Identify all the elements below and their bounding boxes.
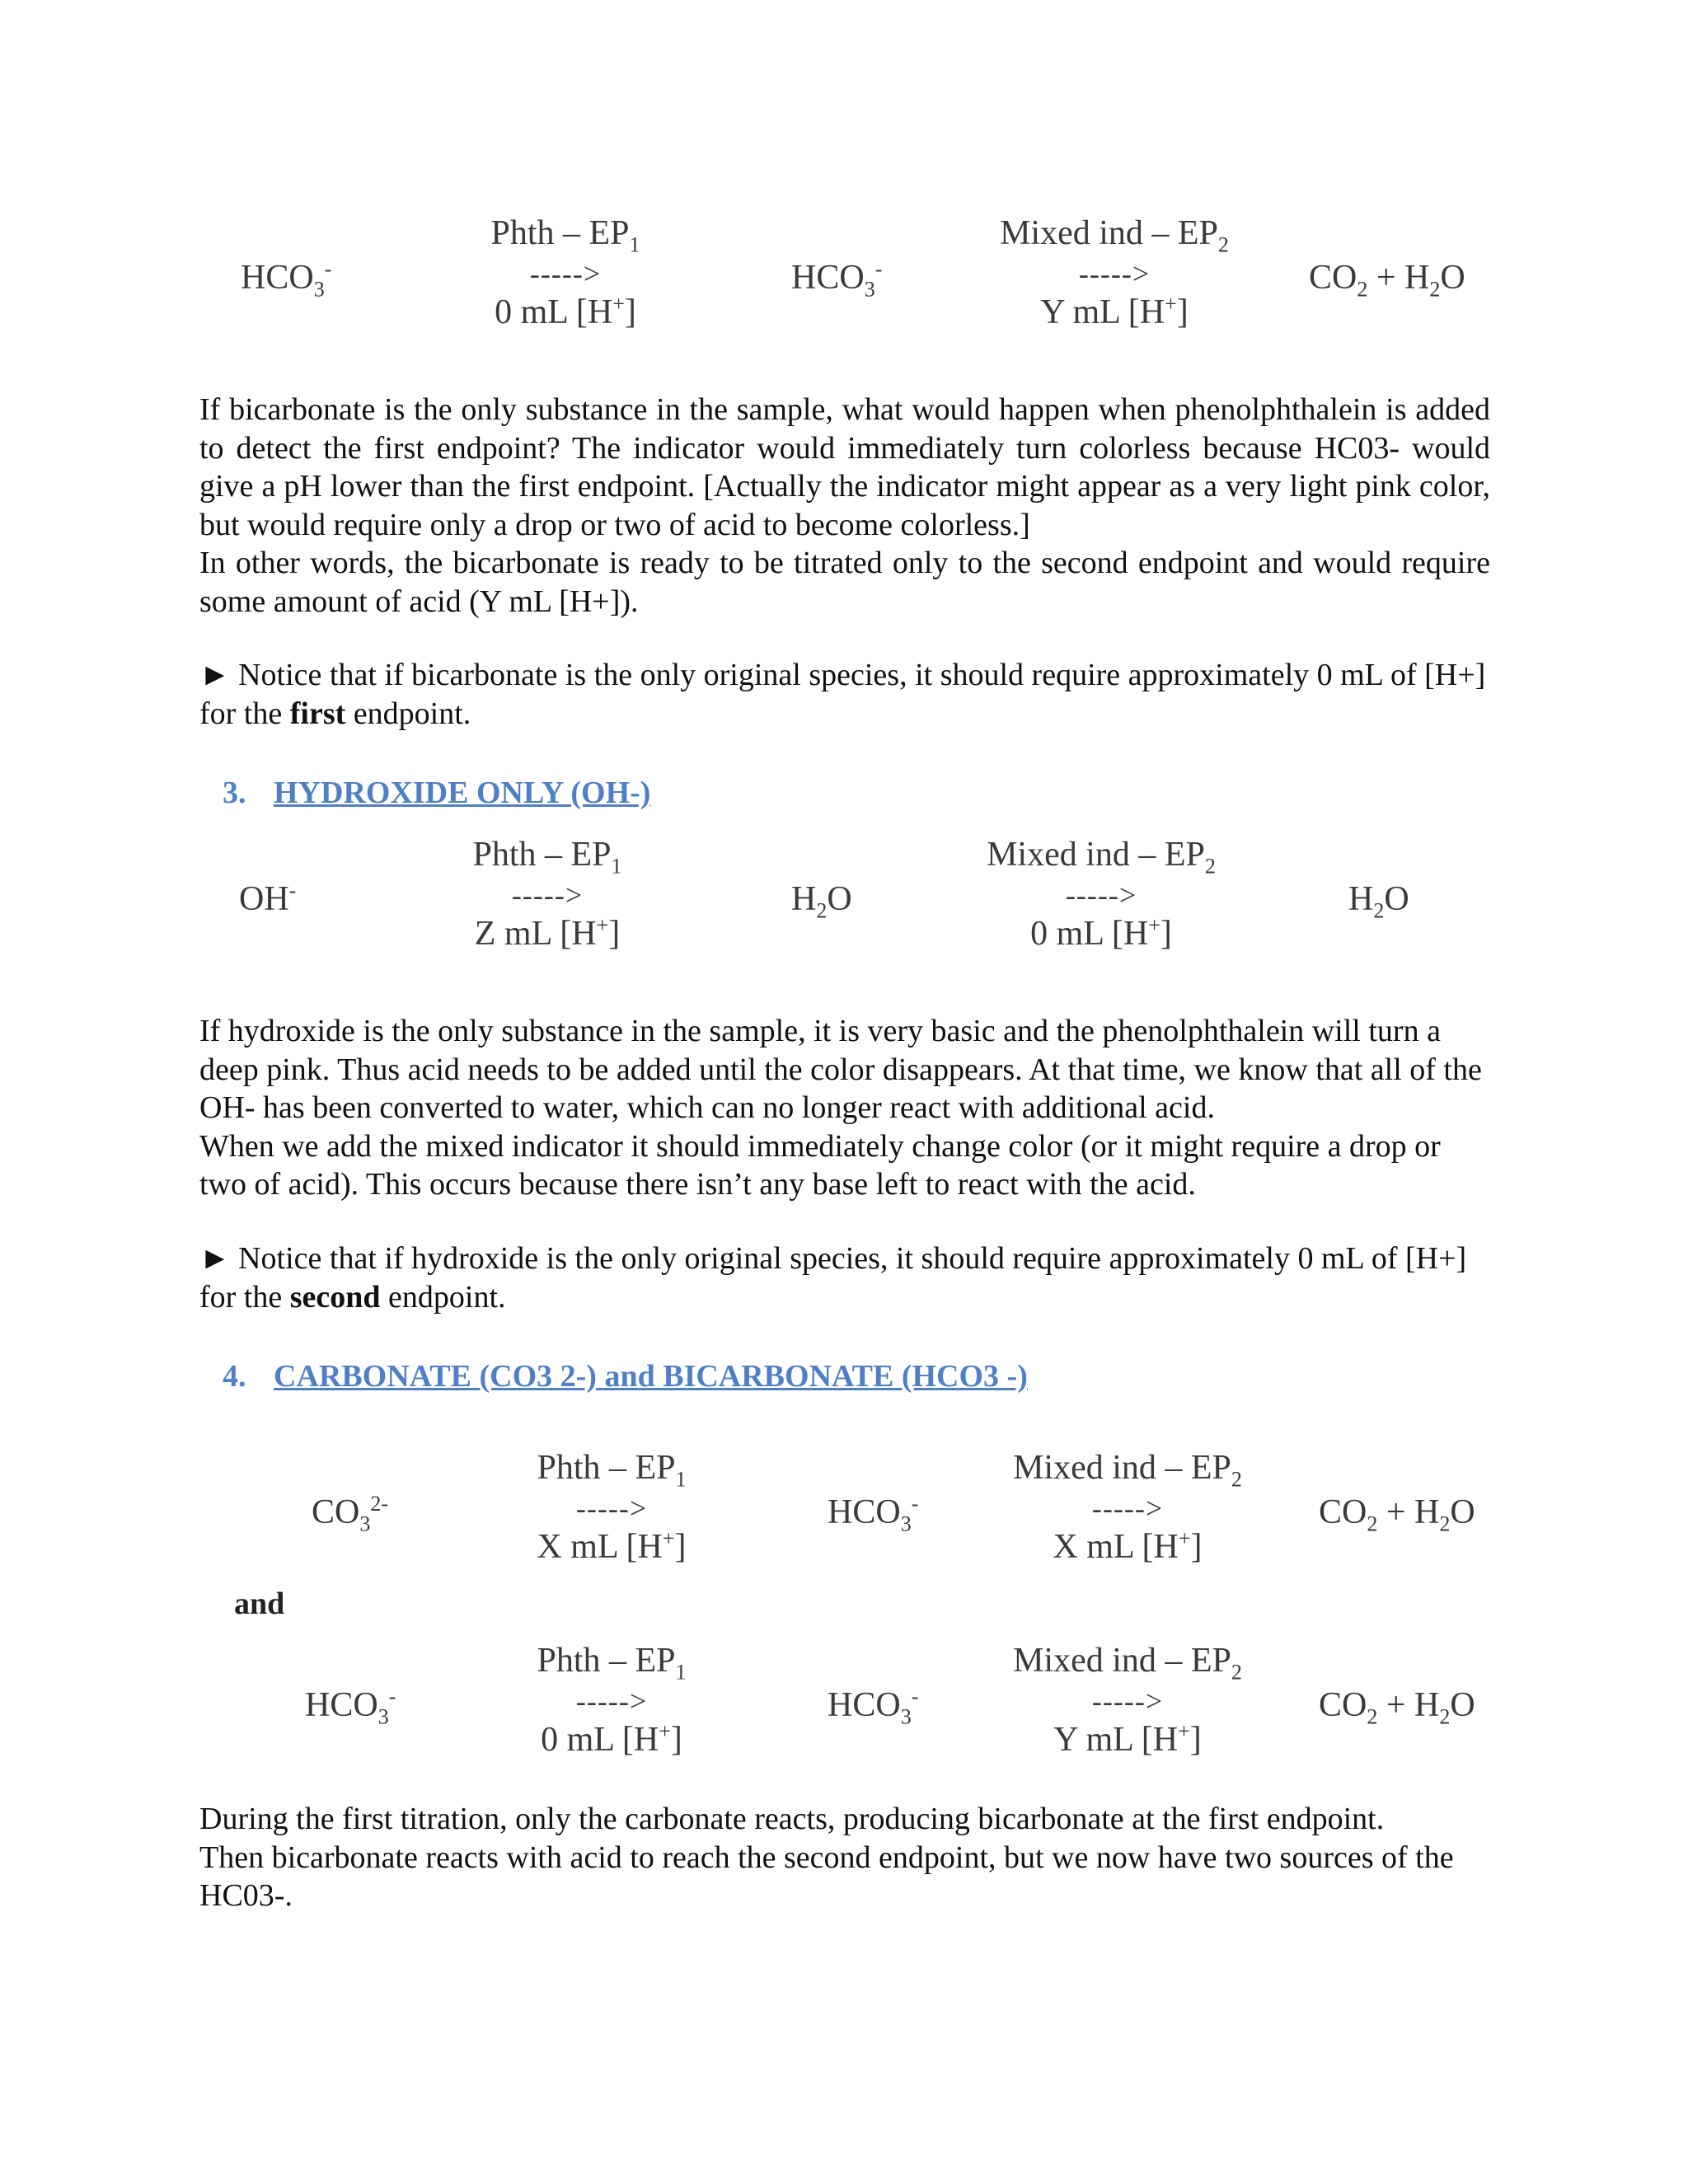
heading-number: 4.	[223, 1359, 246, 1394]
reaction-arrow: ----->	[529, 257, 602, 290]
scheme-intermediate: $HCO_3^-$	[791, 257, 883, 302]
ep2-label: Mixed ind – $EP_2$	[987, 836, 1216, 879]
ep1-label: Phth – $EP_1$	[537, 1449, 687, 1492]
hydroxide-explanation: If hydroxide is the only substance in the sample, it is very basic and the phenolphthalein will turn a deep pink. Thus acid needs to be added until the color disappears. At that time, we know that all of the OH- has been converted to water, which can no longer react with additional acid.	[199, 1014, 1482, 1125]
notice-emphasis: first	[289, 696, 346, 731]
scheme-reactant: $CO_3^{2-}$	[312, 1492, 389, 1536]
and-label: and	[234, 1586, 285, 1621]
notice-emphasis: second	[289, 1279, 381, 1315]
scheme-product: $CO_2 + H_2O$	[1309, 259, 1465, 302]
scheme-reactant: $HCO_3^-$	[241, 257, 332, 302]
heading-title: HYDROXIDE ONLY (OH-)	[274, 776, 651, 810]
reaction-arrow: ----->	[575, 1492, 648, 1525]
ep1-label: Phth – $EP_1$	[490, 214, 640, 257]
paragraph-bicarbonate	[199, 391, 1490, 621]
scheme-step-ep1	[471, 1643, 752, 1757]
notice-text: ► Notice that if bicarbonate is the only original species, it should require approximately 0 mL of [H+] for the	[199, 658, 1486, 731]
reaction-arrow: ----->	[511, 879, 584, 912]
scheme-step-ep2	[974, 216, 1254, 330]
reaction-arrow: ----->	[575, 1685, 648, 1718]
ep1-label: Phth – $EP_1$	[472, 836, 622, 879]
ep1-label: Phth – $EP_1$	[537, 1642, 687, 1685]
ep2-volume: X mL [H+]	[1053, 1526, 1203, 1566]
scheme-product: $H_2O$	[1348, 880, 1409, 923]
notice-text-end: endpoint.	[380, 1279, 506, 1315]
scheme-product: $CO_2 + H_2O$	[1319, 1493, 1475, 1536]
scheme-intermediate: $H_2O$	[791, 880, 852, 923]
scheme-step-ep1	[425, 216, 706, 330]
notice-bicarbonate	[199, 656, 1490, 733]
notice-text-end: endpoint.	[345, 696, 471, 731]
scheme-intermediate: $HCO_3^-$	[828, 1492, 919, 1536]
reaction-arrow: ----->	[1091, 1685, 1164, 1718]
paragraph-carbonate-bicarbonate	[199, 1800, 1490, 1915]
scheme-step-ep1	[407, 837, 687, 951]
first-titration-text: During the first titration, only the carbonate reacts, producing bicarbonate at the first endpoint.	[199, 1802, 1385, 1836]
ep2-volume: Y mL [H+]	[1053, 1719, 1202, 1759]
heading-number: 3.	[223, 776, 246, 810]
scheme-step-ep2	[987, 1451, 1268, 1564]
second-titration-text: Then bicarbonate reacts with acid to reach the second endpoint, but we now have two sources of the HC03-.	[199, 1840, 1454, 1913]
scheme-step-ep1	[471, 1451, 752, 1564]
ep2-label: Mixed ind – $EP_2$	[1013, 1642, 1242, 1685]
scheme-step-ep2	[961, 837, 1241, 951]
ep2-label: Mixed ind – $EP_2$	[1000, 214, 1229, 257]
scheme-reactant: OH-	[239, 879, 297, 918]
notice-text: ► Notice that if hydroxide is the only original species, it should require approximately 0 mL of [H+] for the	[199, 1241, 1467, 1315]
ep1-volume: X mL [H+]	[537, 1526, 687, 1566]
reaction-arrow: ----->	[1065, 879, 1137, 912]
ep1-volume: Z mL [H+]	[474, 913, 621, 953]
paragraph-hydroxide	[199, 1012, 1490, 1204]
hydroxide-mixed-indicator: When we add the mixed indicator it should immediately change color (or it might require a drop or two of acid). This occurs because there isn’t any base left to react with the acid.	[199, 1128, 1441, 1202]
scheme-step-ep2	[987, 1643, 1268, 1757]
scheme-reactant: $HCO_3^-$	[305, 1685, 396, 1729]
reaction-arrow: ----->	[1091, 1492, 1164, 1525]
section-heading-hydroxide	[223, 775, 650, 811]
section-heading-carbonate-bicarbonate	[223, 1358, 1028, 1394]
heading-title: CARBONATE (CO3 2-) and BICARBONATE (HCO3 -)	[274, 1359, 1028, 1394]
ep2-label: Mixed ind – $EP_2$	[1013, 1449, 1242, 1492]
ep2-volume: 0 mL [H+]	[1030, 913, 1172, 953]
reaction-arrow: ----->	[1078, 257, 1151, 290]
ep2-volume: Y mL [H+]	[1040, 292, 1189, 331]
bicarbonate-summary: In other words, the bicarbonate is ready to be titrated only to the second endpoint and would require some amount of acid (Y mL [H+]).	[199, 546, 1490, 619]
notice-hydroxide	[199, 1240, 1490, 1316]
ep1-volume: 0 mL [H+]	[495, 292, 636, 331]
scheme-intermediate: $HCO_3^-$	[828, 1685, 919, 1729]
ep1-volume: 0 mL [H+]	[541, 1719, 682, 1759]
scheme-product: $CO_2 + H_2O$	[1319, 1686, 1475, 1729]
bicarbonate-explanation: If bicarbonate is the only substance in the sample, what would happen when phenolphthalein is added to detect the first endpoint? The indicator would immediately turn colorless because HC03- would give a pH lower than the first endpoint. [Actually the indicator might appear as a very light pink color, but would require only a drop or two of acid to become colorless.]	[199, 392, 1490, 542]
